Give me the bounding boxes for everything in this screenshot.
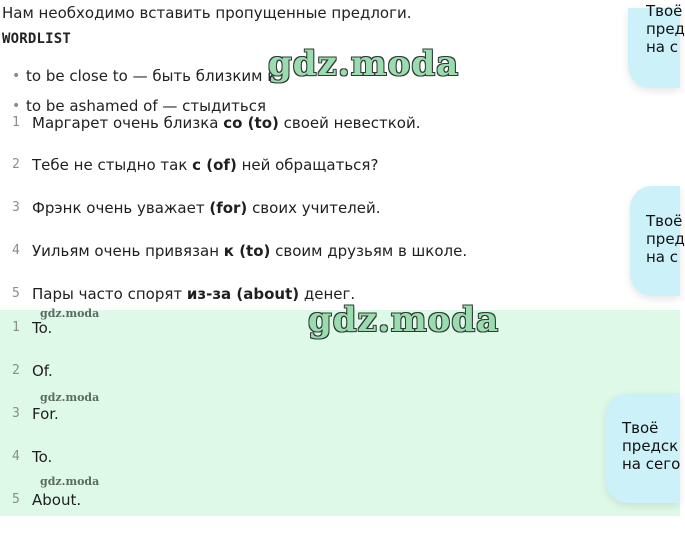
- answer-preposition: к (to): [223, 242, 271, 260]
- sentence-number: 3: [12, 200, 20, 215]
- answer-text: To.: [32, 448, 53, 466]
- chat-promo-text: Твоё предск на сего: [622, 419, 681, 473]
- answer-number: 5: [12, 492, 20, 507]
- sentence-text: Уильям очень привязан к (to) своим друзьям в школе.: [32, 242, 468, 260]
- sentence-text: Фрэнк очень уважает (for) своих учителей.: [32, 199, 381, 217]
- answer-number: 1: [12, 320, 20, 335]
- watermark-small: gdz.moda: [40, 391, 100, 404]
- answer-number: 2: [12, 363, 20, 378]
- bullet-icon: •: [12, 68, 21, 84]
- watermark-small: gdz.moda: [40, 475, 100, 488]
- answer-number: 4: [12, 449, 20, 464]
- task-instruction: Нам необходимо вставить пропущенные предлоги.: [2, 4, 412, 22]
- watermark: gdz.moda: [268, 44, 460, 84]
- sentence-number: 2: [12, 157, 20, 172]
- sentence-text: Маргарет очень близка со (to) своей невесткой.: [32, 114, 421, 132]
- answer-text: About.: [32, 491, 82, 509]
- answer-preposition: из-за (about): [186, 285, 300, 303]
- answer-text: For.: [32, 405, 59, 423]
- chat-promo-text: Твоё пред на с: [646, 212, 685, 266]
- answer-preposition: со (to): [223, 114, 279, 132]
- answer-text: To.: [32, 319, 53, 337]
- wordlist-item-text: to be close to — быть близким к: [26, 67, 277, 85]
- sentence-number: 5: [12, 286, 20, 301]
- sentence-number: 1: [12, 115, 20, 130]
- answer-text: Of.: [32, 362, 53, 380]
- answers-panel: [0, 310, 680, 516]
- chat-promo-bubble[interactable]: [606, 393, 680, 503]
- sentence-text: Пары часто спорят из-за (about) денег.: [32, 285, 356, 303]
- chat-promo-bubble[interactable]: [630, 186, 685, 296]
- wordlist-title: WORDLIST: [2, 31, 72, 47]
- chat-promo-bubble[interactable]: [628, 2, 685, 88]
- bullet-icon: •: [12, 98, 21, 114]
- sentence-text: Тебе не стыдно так с (of) ней обращаться?: [32, 156, 379, 174]
- answer-number: 3: [12, 406, 20, 421]
- watermark-small: gdz.moda: [40, 307, 100, 320]
- chat-promo-text: Твоё пред на с: [646, 2, 685, 56]
- watermark: gdz.moda: [308, 300, 500, 340]
- answer-preposition: (for): [209, 199, 248, 217]
- answer-preposition: с (of): [192, 156, 237, 174]
- sentence-number: 4: [12, 243, 20, 258]
- wordlist-item-text: to be ashamed of — стыдиться: [26, 97, 266, 115]
